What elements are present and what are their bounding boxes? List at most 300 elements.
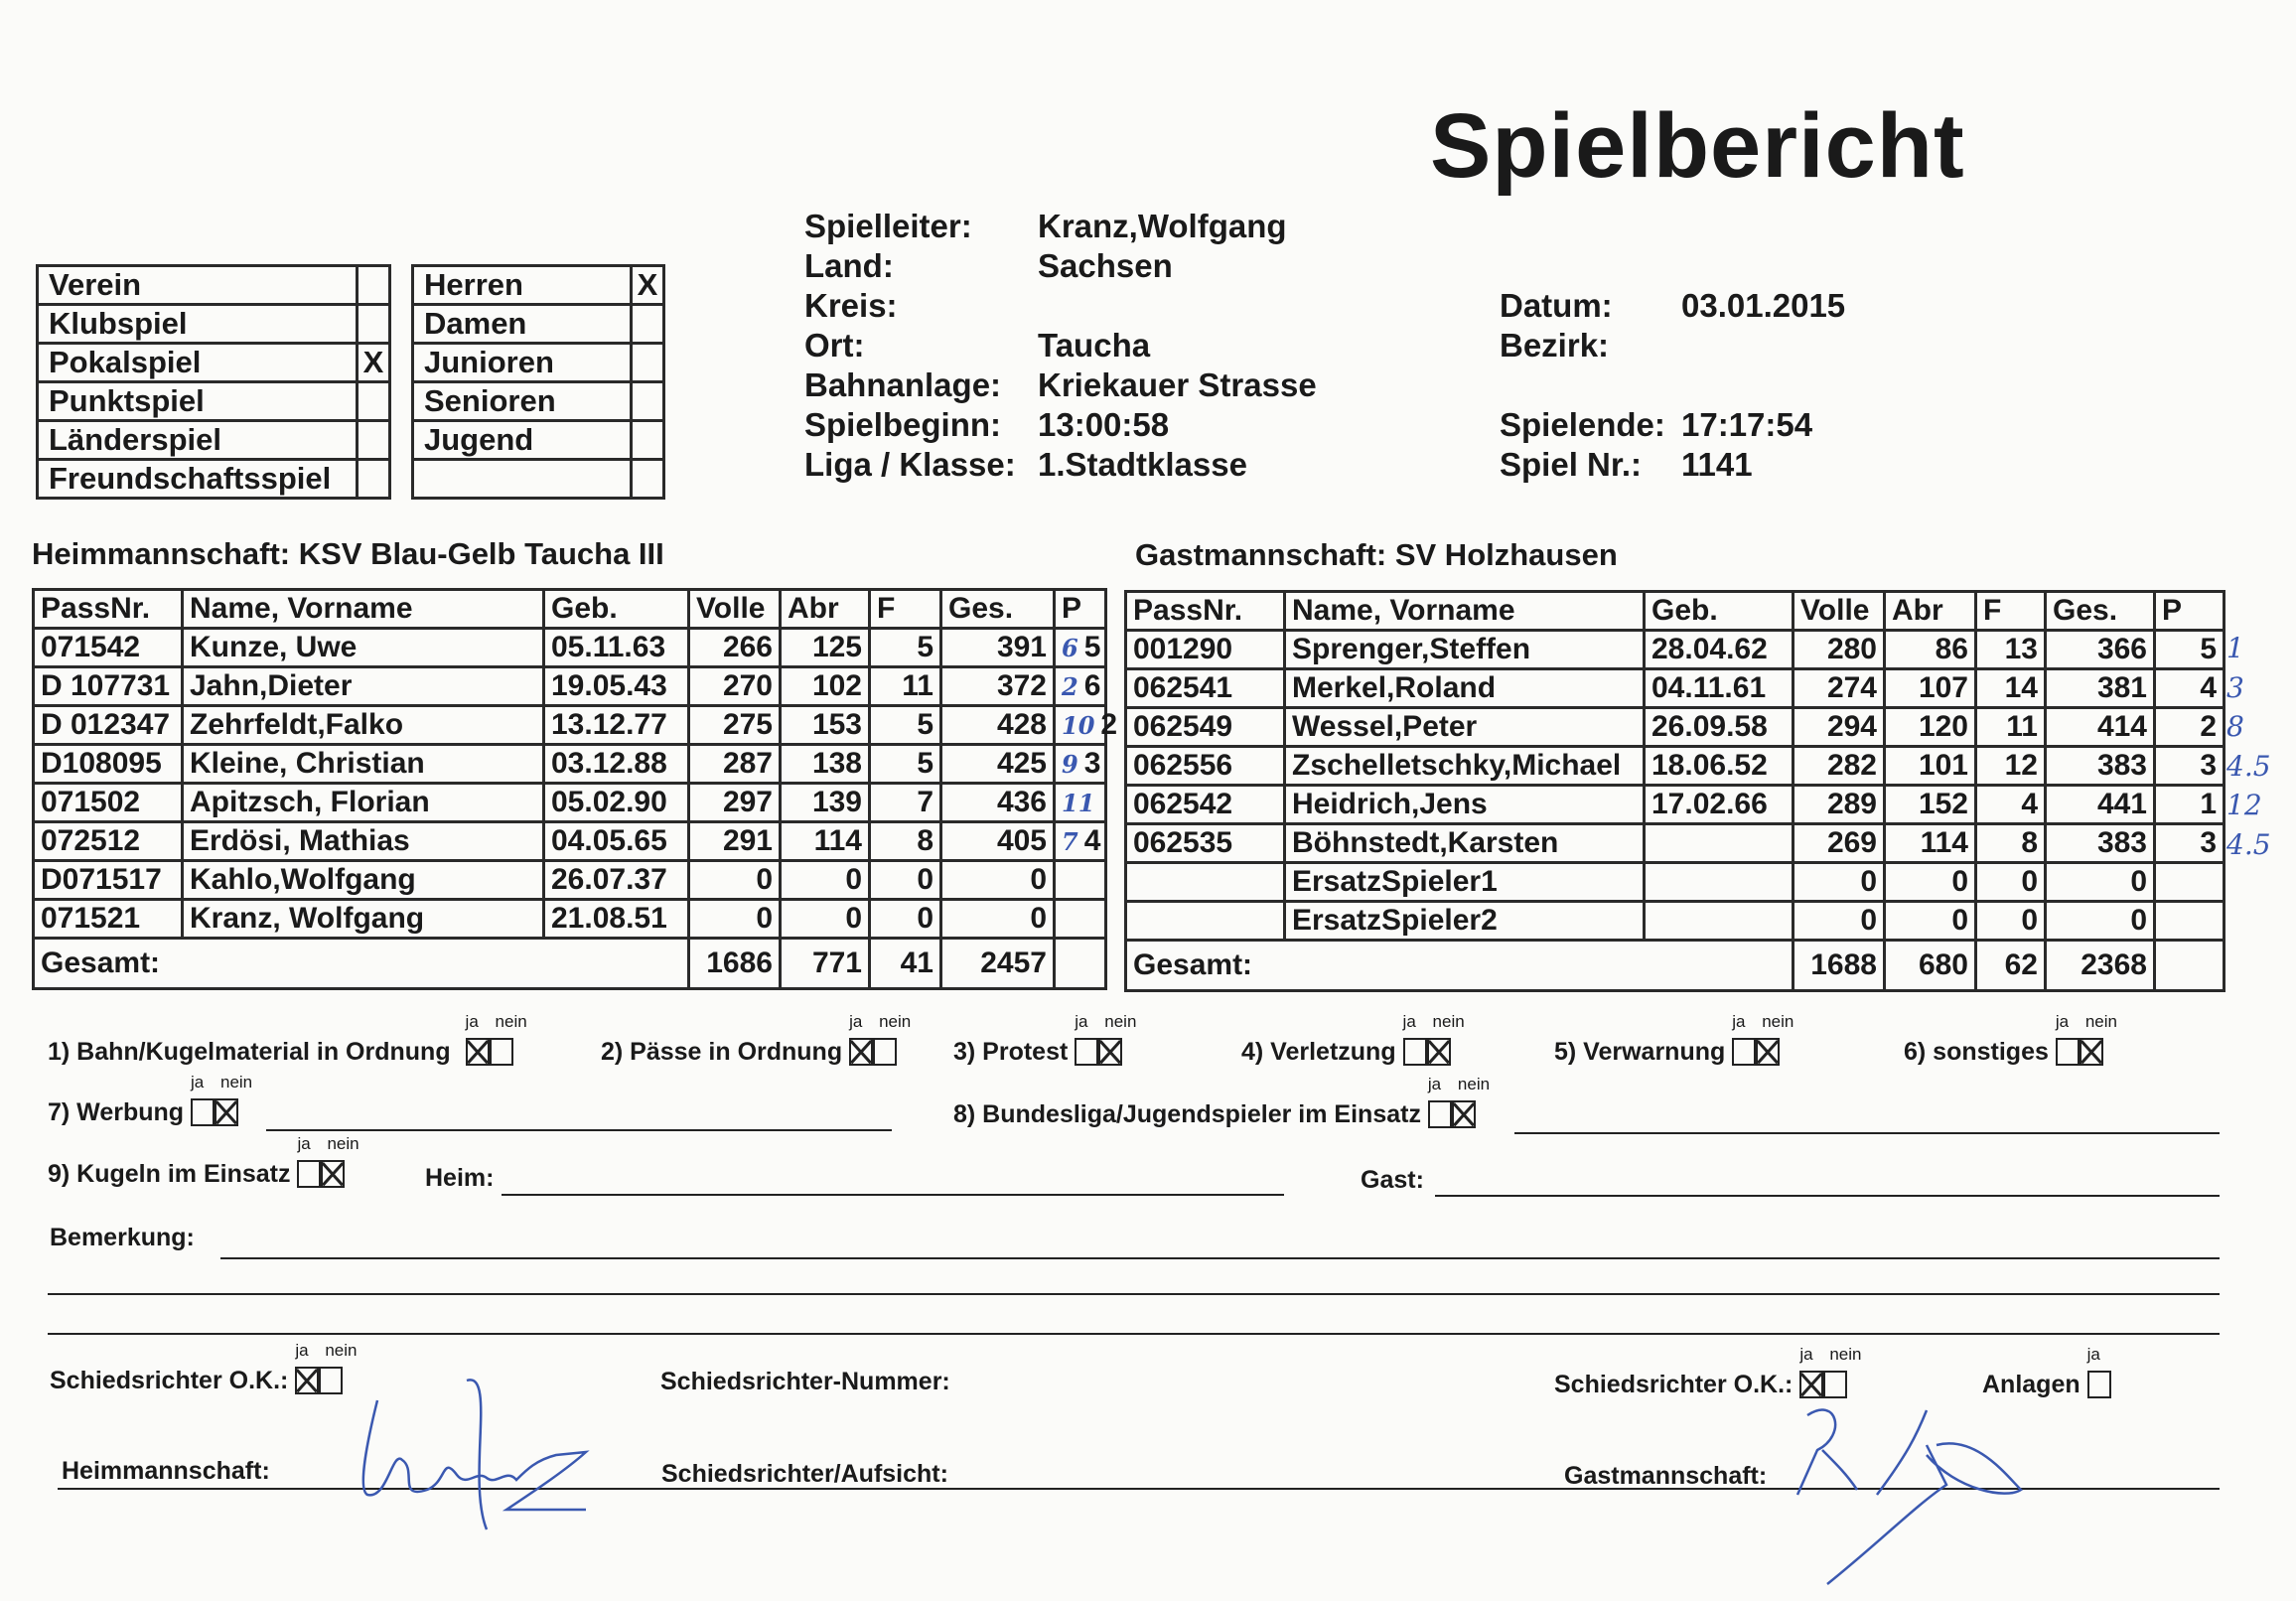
total-label: Gesamt: [34,939,689,989]
player-fehler: 11 [870,667,941,706]
liga-value: 1.Stadtklasse [1038,446,1247,483]
match-type-label: Klubspiel [38,305,358,344]
player-fehler: 11 [1976,708,2046,747]
gastmannschaft-sign-label: Gastmannschaft: [1564,1462,1768,1490]
player-birthdate: 17.02.66 [1645,786,1794,824]
player-name: ErsatzSpieler1 [1285,863,1645,902]
player-pass-nr [1126,902,1285,941]
handwritten-note: 6 [1062,634,1078,662]
category-mark [632,460,664,499]
player-row [1126,786,2224,824]
category-row [413,344,664,382]
column-header: Name, Vorname [1285,592,1645,631]
column-header: Ges. [2046,592,2155,631]
bundesliga-line[interactable] [1514,1132,2220,1134]
handwritten-note: 11 [1062,789,1095,817]
category-label: Junioren [413,344,632,382]
column-header: PassNr. [1126,592,1285,631]
yes-no-group [297,1134,359,1189]
question-label: 9) Kugeln im Einsatz [48,1160,291,1188]
player-birthdate [1645,863,1794,902]
player-abr: 0 [781,900,870,939]
player-name: Zehrfeldt,Falko [183,706,544,745]
werbung-line[interactable] [266,1129,892,1131]
player-row [1126,824,2224,863]
question-1 [48,1012,527,1067]
player-pass-nr: 071521 [34,900,183,939]
document-title: Spielbericht [1430,95,1965,197]
player-row [1126,708,2224,747]
column-header: P [2155,592,2224,631]
ja-label: ja [295,1341,309,1360]
match-type-mark [358,305,390,344]
player-name: ErsatzSpieler2 [1285,902,1645,941]
question-9 [48,1134,359,1189]
total-f: 62 [1976,941,2046,991]
question-label: 3) Protest [953,1038,1069,1066]
match-type-mark: X [358,344,390,382]
checkbox-nein[interactable] [1427,1038,1451,1066]
heimmannschaft-sign-label: Heimmannschaft: [62,1457,270,1485]
question-4 [1241,1012,1465,1067]
points-value: 3 [1083,747,1101,780]
gast-label: Gast: [1361,1166,1424,1194]
checkbox-ja[interactable] [849,1038,873,1066]
player-name: Böhnstedt,Karsten [1285,824,1645,863]
spielleiter-label: Spielleiter: [804,208,972,244]
bezirk-label: Bezirk: [1500,327,1610,364]
category-row [413,305,664,344]
checkbox-nein[interactable] [1098,1038,1122,1066]
guest-handwritten-notes [2223,632,2292,949]
player-pass-nr: 062535 [1126,824,1285,863]
player-fehler: 13 [1976,631,2046,669]
ja-label: ja [1075,1012,1088,1031]
player-pass-nr: D071517 [34,861,183,900]
player-pass-nr: 071502 [34,784,183,822]
player-birthdate: 21.08.51 [544,900,689,939]
player-gesamt: 383 [2046,824,2155,863]
player-gesamt: 372 [941,667,1055,706]
match-type-table [36,264,391,500]
player-birthdate: 19.05.43 [544,667,689,706]
player-points [1055,822,1106,861]
player-birthdate [1645,824,1794,863]
player-volle: 266 [689,629,781,667]
category-mark [632,305,664,344]
player-birthdate: 13.12.77 [544,706,689,745]
checkbox-nein[interactable] [1756,1038,1780,1066]
yes-group [2086,1345,2111,1399]
heim-line[interactable] [502,1194,1284,1196]
question-label: 2) Pässe in Ordnung [601,1038,843,1066]
total-abr: 680 [1885,941,1976,991]
total-ges: 2368 [2046,941,2155,991]
sr-ok-left [50,1341,358,1395]
nein-label: nein [325,1341,358,1360]
checkbox-ja[interactable] [295,1367,319,1394]
guest-stats-table [1124,590,2225,992]
player-pass-nr: 062542 [1126,786,1285,824]
player-abr: 153 [781,706,870,745]
category-label: Senioren [413,382,632,421]
player-gesamt: 0 [2046,863,2155,902]
player-volle: 0 [689,861,781,900]
player-birthdate: 26.09.58 [1645,708,1794,747]
player-name: Jahn,Dieter [183,667,544,706]
checkbox-ja[interactable] [2087,1371,2111,1398]
player-points [1055,861,1106,900]
spielleiter-value: Kranz,Wolfgang [1038,208,1287,244]
match-type-row [38,421,390,460]
bemerkung-line-1[interactable] [220,1257,2220,1259]
checkbox-nein[interactable] [215,1098,238,1126]
question-label: 6) sonstiges [1904,1038,2049,1066]
checkbox-ja[interactable] [1075,1038,1098,1066]
bahnanlage-label: Bahnanlage: [804,366,1002,403]
checkbox-nein[interactable] [873,1038,897,1066]
player-abr: 152 [1885,786,1976,824]
handwritten-note: 3 [2226,670,2244,704]
gast-line[interactable] [1435,1195,2220,1197]
match-type-label: Punktspiel [38,382,358,421]
yes-no-group [1732,1012,1794,1067]
player-volle: 0 [689,900,781,939]
player-points: 3 [2155,824,2224,863]
player-abr: 0 [1885,863,1976,902]
nein-label: nein [1829,1345,1862,1364]
ja-label: ja [465,1012,479,1031]
player-gesamt: 414 [2046,708,2155,747]
total-volle: 1688 [1794,941,1885,991]
player-fehler: 0 [870,861,941,900]
question-label: 7) Werbung [48,1098,185,1126]
info-block-right [1500,286,1917,485]
category-mark [632,421,664,460]
yes-no-group [465,1012,527,1067]
yes-no-group [1402,1012,1465,1067]
nein-label: nein [1432,1012,1465,1031]
player-name: Sprenger,Steffen [1285,631,1645,669]
category-row [413,460,664,499]
player-abr: 102 [781,667,870,706]
question-label: 1) Bahn/Kugelmaterial in Ordnung [48,1038,451,1066]
player-row [1126,863,2224,902]
spielende-label: Spielende: [1500,406,1665,443]
player-gesamt: 441 [2046,786,2155,824]
player-points [1055,629,1106,667]
handwritten-note: 4.5 [2226,827,2271,861]
total-abr: 771 [781,939,870,989]
handwritten-note: 10 [1062,711,1095,740]
player-gesamt: 0 [941,861,1055,900]
player-volle: 275 [689,706,781,745]
player-fehler: 7 [870,784,941,822]
player-volle: 0 [1794,902,1885,941]
column-header: Ges. [941,590,1055,629]
checkbox-ja[interactable] [1403,1038,1427,1066]
ja-label: ja [1799,1345,1813,1364]
points-value: 6 [1083,669,1101,702]
column-header: Name, Vorname [183,590,544,629]
player-abr: 138 [781,745,870,784]
points-value: 5 [1083,631,1101,663]
ja-label: ja [191,1073,205,1092]
ja-label: ja [2055,1012,2070,1031]
category-label: Damen [413,305,632,344]
total-f: 41 [870,939,941,989]
home-stats-table [32,588,1118,990]
handwritten-note: 2 [1062,672,1078,701]
ja-label: ja [1402,1012,1416,1031]
column-header: Volle [689,590,781,629]
sr-aufsicht-label: Schiedsrichter/Aufsicht: [661,1460,948,1488]
category-row [413,266,664,305]
player-row [1126,902,2224,941]
home-signature [348,1361,606,1539]
category-label: Jugend [413,421,632,460]
ja-label: ja [1427,1075,1442,1093]
player-fehler: 5 [870,706,941,745]
match-type-row [38,305,390,344]
column-header: P [1055,590,1106,629]
player-row [1126,631,2224,669]
checkbox-ja[interactable] [2056,1038,2080,1066]
player-birthdate: 28.04.62 [1645,631,1794,669]
column-header: F [870,590,941,629]
info-block [804,207,1420,485]
guest-team-title: Gastmannschaft: SV Holzhausen [1135,537,1618,572]
ort-value: Taucha [1038,327,1151,364]
nein-label: nein [220,1073,253,1092]
question-8 [953,1075,1491,1129]
player-points [1055,706,1118,745]
player-name: Kranz, Wolfgang [183,900,544,939]
spielnr-value: 1141 [1681,446,1753,483]
ja-label: ja [297,1134,311,1153]
column-header: Abr [781,590,870,629]
player-gesamt: 0 [941,900,1055,939]
player-name: Apitzsch, Florian [183,784,544,822]
checkbox-nein[interactable] [1452,1100,1476,1128]
home-total-row [34,939,1106,989]
player-fehler: 0 [870,900,941,939]
sr-ok-label: Schiedsrichter O.K.: [1554,1371,1794,1398]
checkbox-ja[interactable] [297,1160,321,1188]
player-abr: 114 [1885,824,1976,863]
player-birthdate: 04.11.61 [1645,669,1794,708]
player-abr: 0 [1885,902,1976,941]
checkbox-ja[interactable] [466,1038,490,1066]
player-birthdate: 26.07.37 [544,861,689,900]
land-label: Land: [804,247,894,284]
heim-label: Heim: [425,1164,495,1192]
player-volle: 270 [689,667,781,706]
player-abr: 107 [1885,669,1976,708]
category-label [413,460,632,499]
category-table [411,264,665,500]
guest-signature [1778,1376,2046,1594]
checkbox-nein[interactable] [2080,1038,2103,1066]
column-header: Geb. [1645,592,1794,631]
player-abr: 0 [781,861,870,900]
bemerkung-line-2[interactable] [48,1293,2220,1295]
player-gesamt: 383 [2046,747,2155,786]
bemerkung-label: Bemerkung: [50,1224,195,1251]
player-pass-nr [1126,863,1285,902]
player-abr: 114 [781,822,870,861]
player-birthdate: 18.06.52 [1645,747,1794,786]
player-volle: 294 [1794,708,1885,747]
total-p [1055,939,1106,989]
match-type-row [38,382,390,421]
match-type-label: Freundschaftsspiel [38,460,358,499]
spielbeginn-label: Spielbeginn: [804,406,1001,443]
player-points [1055,745,1106,784]
question-7 [48,1073,253,1127]
player-fehler: 12 [1976,747,2046,786]
question-label: 4) Verletzung [1241,1038,1396,1066]
guest-total-row [1126,941,2224,991]
total-p [2155,941,2224,991]
player-gesamt: 425 [941,745,1055,784]
player-gesamt: 391 [941,629,1055,667]
player-pass-nr: 062541 [1126,669,1285,708]
player-gesamt: 366 [2046,631,2155,669]
category-mark [632,344,664,382]
player-row [34,822,1106,861]
player-pass-nr: 001290 [1126,631,1285,669]
nein-label: nein [1104,1012,1137,1031]
nein-label: nein [495,1012,527,1031]
player-birthdate [1645,902,1794,941]
ja-label: ja [2086,1345,2100,1364]
column-header: Volle [1794,592,1885,631]
checkbox-ja[interactable] [191,1098,215,1126]
handwritten-note: 9 [1062,750,1078,779]
checkbox-nein[interactable] [490,1038,513,1066]
spielbeginn-value: 13:00:58 [1038,406,1170,443]
category-row [413,382,664,421]
handwritten-note: 4.5 [2226,749,2271,783]
player-pass-nr: D 107731 [34,667,183,706]
player-pass-nr: 062556 [1126,747,1285,786]
player-birthdate: 05.02.90 [544,784,689,822]
yes-no-group [191,1073,253,1127]
nein-label: nein [1762,1012,1794,1031]
yes-no-group [2055,1012,2117,1067]
player-pass-nr: 071542 [34,629,183,667]
player-pass-nr: 072512 [34,822,183,861]
player-gesamt: 436 [941,784,1055,822]
player-abr: 139 [781,784,870,822]
player-volle: 297 [689,784,781,822]
player-points [1055,900,1106,939]
nein-label: nein [1457,1075,1491,1093]
yes-no-group [1075,1012,1137,1067]
player-name: Erdösi, Mathias [183,822,544,861]
player-points: 2 [2155,708,2224,747]
player-row [1126,669,2224,708]
player-gesamt: 0 [2046,902,2155,941]
player-row [34,706,1106,745]
sr-ok-label: Schiedsrichter O.K.: [50,1367,289,1394]
match-type-row [38,266,390,305]
player-row [34,667,1106,706]
points-value: 2 [1100,708,1118,741]
player-row [1126,747,2224,786]
player-name: Kahlo,Wolfgang [183,861,544,900]
player-points [2155,863,2224,902]
total-label: Gesamt: [1126,941,1794,991]
player-volle: 280 [1794,631,1885,669]
category-label: Herren [413,266,632,305]
column-header: F [1976,592,2046,631]
total-volle: 1686 [689,939,781,989]
player-fehler: 4 [1976,786,2046,824]
player-name: Kunze, Uwe [183,629,544,667]
match-type-mark [358,266,390,305]
yes-no-group [849,1012,912,1067]
player-points [2155,902,2224,941]
match-type-label: Länderspiel [38,421,358,460]
home-team-title: Heimmannschaft: KSV Blau-Gelb Taucha III [32,536,664,571]
bemerkung-line-3[interactable] [48,1333,2220,1335]
player-fehler: 0 [1976,902,2046,941]
player-name: Zschelletschky,Michael [1285,747,1645,786]
player-points: 5 [2155,631,2224,669]
player-points [1055,667,1106,706]
match-type-mark [358,382,390,421]
nein-label: nein [879,1012,912,1031]
liga-label: Liga / Klasse: [804,446,1016,483]
anlagen-label: Anlagen [1982,1371,2081,1398]
player-name: Kleine, Christian [183,745,544,784]
question-label: 8) Bundesliga/Jugendspieler im Einsatz [953,1100,1421,1128]
player-volle: 274 [1794,669,1885,708]
question-5 [1554,1012,1794,1067]
yes-no-group [295,1341,358,1395]
player-pass-nr: 062549 [1126,708,1285,747]
player-gesamt: 381 [2046,669,2155,708]
player-birthdate: 03.12.88 [544,745,689,784]
yes-no-group [1427,1075,1491,1129]
category-mark [632,382,664,421]
player-fehler: 8 [1976,824,2046,863]
player-row [34,900,1106,939]
player-row [34,784,1106,822]
match-type-mark [358,421,390,460]
match-type-row [38,460,390,499]
player-points [1055,784,1106,822]
player-abr: 86 [1885,631,1976,669]
ja-label: ja [849,1012,863,1031]
checkbox-ja[interactable] [1428,1100,1452,1128]
player-row [34,861,1106,900]
category-row [413,421,664,460]
player-fehler: 0 [1976,863,2046,902]
points-value: 4 [1083,824,1101,857]
spielende-value: 17:17:54 [1681,406,1813,443]
checkbox-ja[interactable] [1732,1038,1756,1066]
player-abr: 125 [781,629,870,667]
guest-header-row [1126,592,2224,631]
player-fehler: 5 [870,629,941,667]
home-header-row [34,590,1106,629]
checkbox-nein[interactable] [321,1160,345,1188]
checkbox-nein[interactable] [319,1367,343,1394]
kreis-label: Kreis: [804,287,898,324]
